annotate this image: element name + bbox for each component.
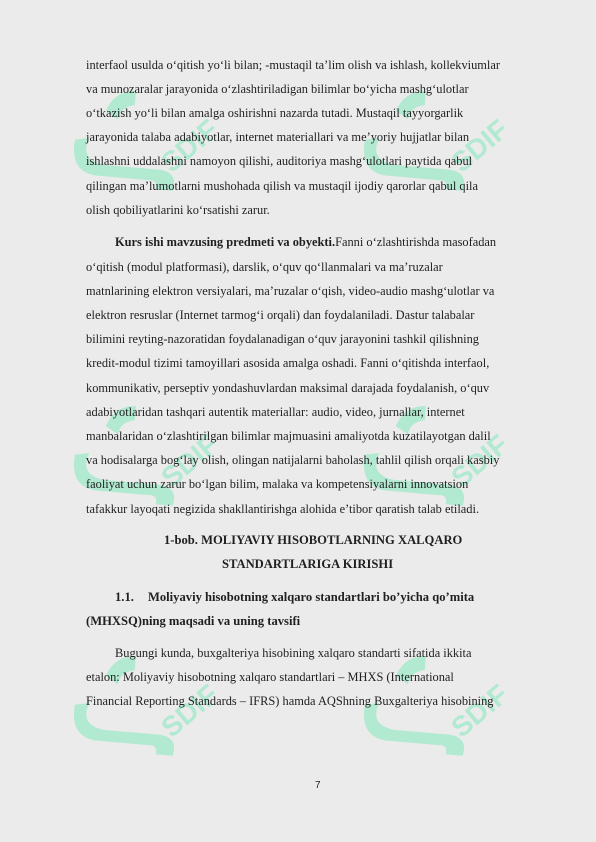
paragraph-line: matnlarining elektron versiyalari, ma’ruzalar o‘qish, video-audio mashg‘ulotlar va <box>86 284 495 298</box>
paragraph-line: elektron resruslar (Internet tarmog‘i orqali) dan foydalaniladi. Dastur talabalar <box>86 308 475 322</box>
paragraph-line: etalon: Moliyaviy hisobotning xalqaro standartlari – MHXS (International <box>86 670 454 684</box>
section-heading: (MHXSQ)ning maqsadi va uning tavsifi <box>86 614 301 628</box>
paragraph-line: o‘tkazish yo‘li bilan amalga oshirishni nazarda tutadi. Mustaqil tayyorgarlik <box>86 106 464 120</box>
paragraph-line: faoliyat uchun zarur bo‘lgan bilim, malaka va kompetensiyalarni innovatsion <box>86 477 469 491</box>
paragraph-line: ishlashni uddalashni namoyon qilishi, auditoriya mashg‘ulotlari paytida qabul <box>86 154 473 168</box>
paragraph-line: o‘qitish (modul platformasi), darslik, o‘quv qo‘llanmalari va ma’ruzalar <box>86 260 443 274</box>
paragraph-line: va munozaralar jarayonida o‘zlashtiriladigan bilimlar bo‘yicha mashg‘ulotlar <box>86 82 469 96</box>
section-number: 1.1. <box>115 590 134 604</box>
paragraph-line: adabiyotlaridan tashqari autentik materiallar: audio, video, jurnallar, internet <box>86 405 465 419</box>
svg-text:SDIF: SDIF <box>155 428 225 494</box>
svg-text:SDIF: SDIF <box>445 428 515 494</box>
paragraph-first-line <box>115 234 496 250</box>
section-heading: Moliyaviy hisobotning xalqaro standartlari bo’yicha qo’mita <box>148 590 475 604</box>
paragraph-line: Financial Reporting Standards – IFRS) hamda AQShning Buxgalteriya hisobining <box>86 694 494 708</box>
paragraph-line: manbalaridan o‘zlashtirilgan bilimlar majmuasini amaliyotda kuzatilayotgan dalil <box>86 429 491 443</box>
paragraph-line: Bugungi kunda, buxgalteriya hisobining xalqaro standarti sifatida ikkita <box>115 646 472 660</box>
svg-text:SDIF: SDIF <box>445 113 515 179</box>
paragraph-line: kommunikativ, perseptiv yondashuvlardan maksimal darajada foydalanish, o‘quv <box>86 381 490 395</box>
watermark-logo <box>370 75 515 225</box>
paragraph-line: qilingan ma’lumotlarni mushohada qilish va mustaqil ijodiy qarorlar qabul qila <box>86 179 478 193</box>
paragraph-line: va hodisalarga bog‘lay olish, olingan natijalarni baholash, tahlil qilish orqali kasbiy <box>86 453 500 467</box>
svg-text:SDIF: SDIF <box>155 113 225 179</box>
paragraph-line: olish qobiliyatlarini ko‘rsatishi zarur. <box>86 203 270 217</box>
svg-text:SDIF: SDIF <box>445 678 515 744</box>
watermark-logo <box>80 640 225 790</box>
paragraph-line: bilimini reyting-nazoratidan foydalanadigan o‘quv jarayonini tashkil qilishning <box>86 332 479 346</box>
watermark-logo <box>370 640 515 790</box>
paragraph-line: interfaol usulda o‘qitish yo‘li bilan; -mustaqil ta’lim olish va ishlash, kollekviumlar <box>86 58 500 72</box>
paragraph-line: jarayonida talaba adabiyotlar, internet materiallari va me’yoriy hujjatlar bilan <box>86 130 470 144</box>
paragraph-line: tafakkur layoqati negizida shakllantirishga alohida e’tibor qaratish talab etiladi. <box>86 502 480 516</box>
page-number: 7 <box>315 780 321 791</box>
paragraph-text: Fanni o‘zlashtirishda masofadan <box>335 235 497 249</box>
chapter-heading: STANDARTLARIGA KIRISHI <box>222 557 394 571</box>
paragraph-line: kredit-modul tizimi tamoyillari asosida amalga oshadi. Fanni o‘qitishda interfaol, <box>86 356 490 370</box>
subject-heading: Kurs ishi mavzusing predmeti va obyekti. <box>115 235 336 249</box>
svg-text:SDIF: SDIF <box>155 678 225 744</box>
chapter-heading: 1-bob. MOLIYAVIY HISOBOTLARNING XALQARO <box>164 533 463 547</box>
